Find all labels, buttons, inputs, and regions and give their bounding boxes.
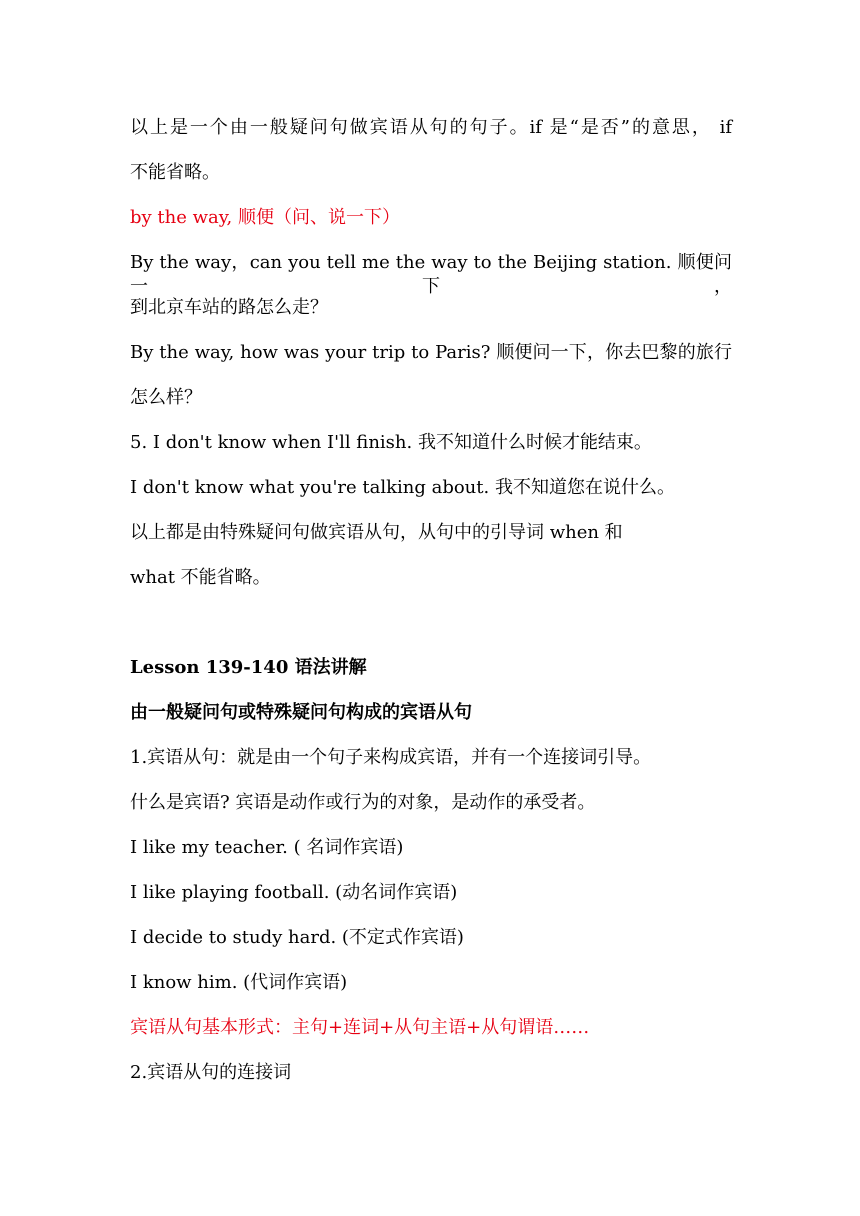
paragraph-line: 不能省略。 — [130, 162, 220, 183]
example-sentence: By the way，can you tell me the way to the Beijing station. 顺便问一下， — [130, 252, 732, 297]
example-sentence: By the way, how was your trip to Paris? 顺便问一下，你去巴黎的旅行 — [130, 342, 732, 363]
paragraph-line: 以上都是由特殊疑问句做宾语从句，从句中的引导词 when 和 — [130, 522, 623, 543]
example-sentence: I know him. (代词作宾语) — [130, 972, 348, 993]
example-translation: 到北京车站的路怎么走？ — [130, 297, 328, 318]
definition-line: 什么是宾语? 宾语是动作或行为的对象，是动作的承受者。 — [130, 792, 596, 813]
paragraph-line: 以上是一个由一般疑问句做宾语从句的句子。if 是“是否”的意思， if — [130, 117, 732, 138]
example-translation: 怎么样？ — [130, 387, 202, 408]
red-heading-line: by the way, 顺便（问、说一下） — [130, 207, 400, 228]
example-sentence: I decide to study hard. (不定式作宾语) — [130, 927, 464, 948]
red-formula-line: 宾语从句基本形式：主句+连词+从句主语+从句谓语…… — [130, 1017, 590, 1038]
definition-line: 1.宾语从句：就是由一个句子来构成宾语，并有一个连接词引导。 — [130, 747, 652, 768]
section-subtitle: 由一般疑问句或特殊疑问句构成的宾语从句 — [130, 702, 472, 723]
example-sentence: I like playing football. (动名词作宾语) — [130, 882, 458, 903]
example-sentence: 5. I don't know when I'll finish. 我不知道什么时候才能结束。 — [130, 432, 652, 453]
example-sentence: I like my teacher. ( 名词作宾语) — [130, 837, 404, 858]
lesson-title: Lesson 139-140 语法讲解 — [130, 657, 367, 678]
paragraph-line: what 不能省略。 — [130, 567, 271, 588]
section-heading: 2.宾语从句的连接词 — [130, 1062, 292, 1083]
example-sentence: I don't know what you're talking about. 我不知道您在说什么。 — [130, 477, 675, 498]
